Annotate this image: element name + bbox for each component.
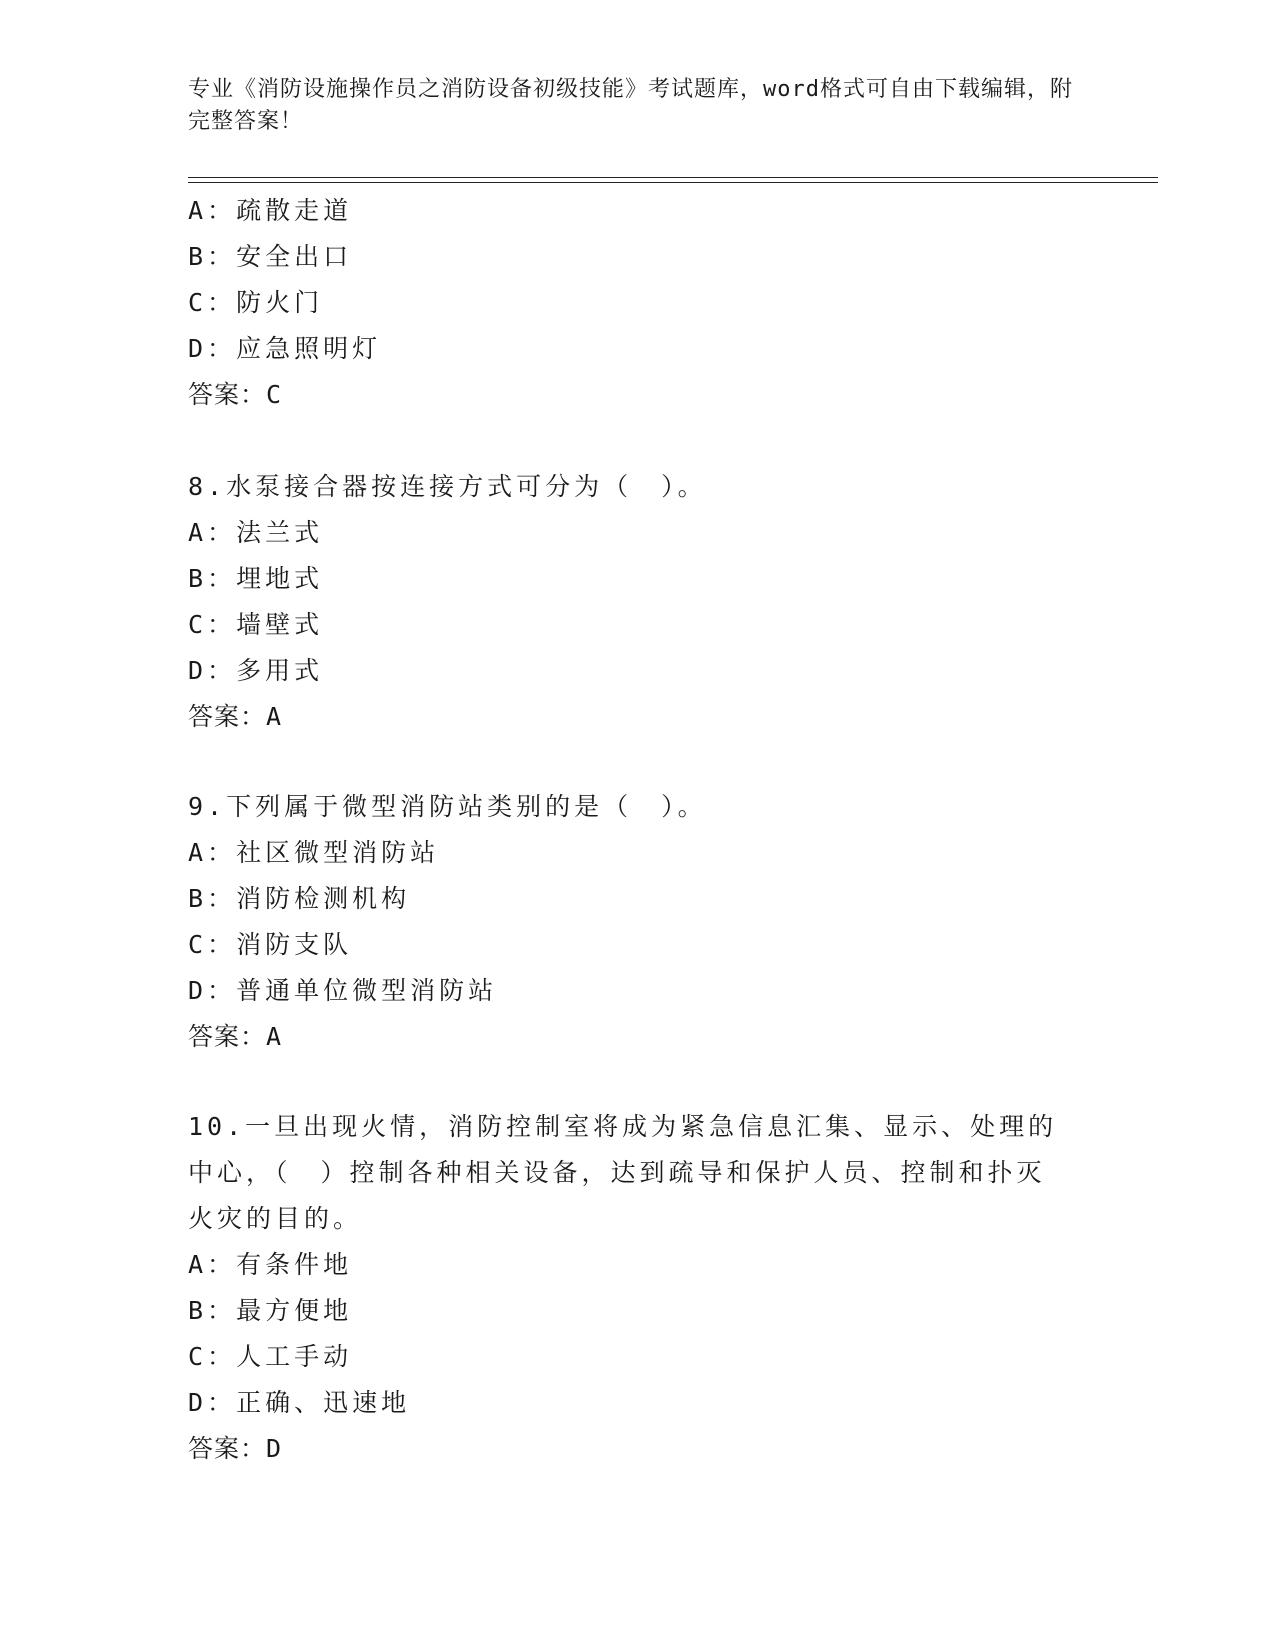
answer-line: 答案：A xyxy=(188,702,283,731)
option-d: D：正确、迅速地 xyxy=(188,1388,411,1417)
option-d: D：多用式 xyxy=(188,656,324,685)
option-a: A：疏散走道 xyxy=(188,196,353,225)
question-text: 8.水泵接合器按连接方式可分为（ ）。 xyxy=(188,472,707,501)
question-7-continued xyxy=(188,188,1088,418)
option-c: C：消防支队 xyxy=(188,930,353,959)
option-a: A：法兰式 xyxy=(188,518,324,547)
answer-line: 答案：D xyxy=(188,1434,283,1463)
option-b: B：埋地式 xyxy=(188,564,324,593)
header-divider-top xyxy=(188,177,1158,178)
option-b: B：消防检测机构 xyxy=(188,884,411,913)
option-a: A：有条件地 xyxy=(188,1250,353,1279)
question-text: 10.一旦出现火情，消防控制室将成为紧急信息汇集、显示、处理的中心，（ ）控制各种相关设备，达到疏导和保护人员、控制和扑灭火灾的目的。 xyxy=(188,1112,1058,1233)
question-9 xyxy=(188,784,1088,1060)
option-c: C：人工手动 xyxy=(188,1342,353,1371)
header-divider-bottom xyxy=(188,182,1158,183)
question-text: 9.下列属于微型消防站类别的是（ ）。 xyxy=(188,792,707,821)
question-10 xyxy=(188,1104,1088,1472)
option-d: D：普通单位微型消防站 xyxy=(188,976,498,1005)
question-8 xyxy=(188,464,1088,740)
option-b: B：最方便地 xyxy=(188,1296,353,1325)
option-b: B：安全出口 xyxy=(188,242,353,271)
answer-line: 答案：A xyxy=(188,1022,283,1051)
answer-line: 答案：C xyxy=(188,380,283,409)
option-c: C：防火门 xyxy=(188,288,324,317)
option-d: D：应急照明灯 xyxy=(188,334,382,363)
option-c: C：墙壁式 xyxy=(188,610,324,639)
option-a: A：社区微型消防站 xyxy=(188,838,440,867)
document-header: 专业《消防设施操作员之消防设备初级技能》考试题库，word格式可自由下载编辑，附完整答案！ xyxy=(188,77,1073,134)
